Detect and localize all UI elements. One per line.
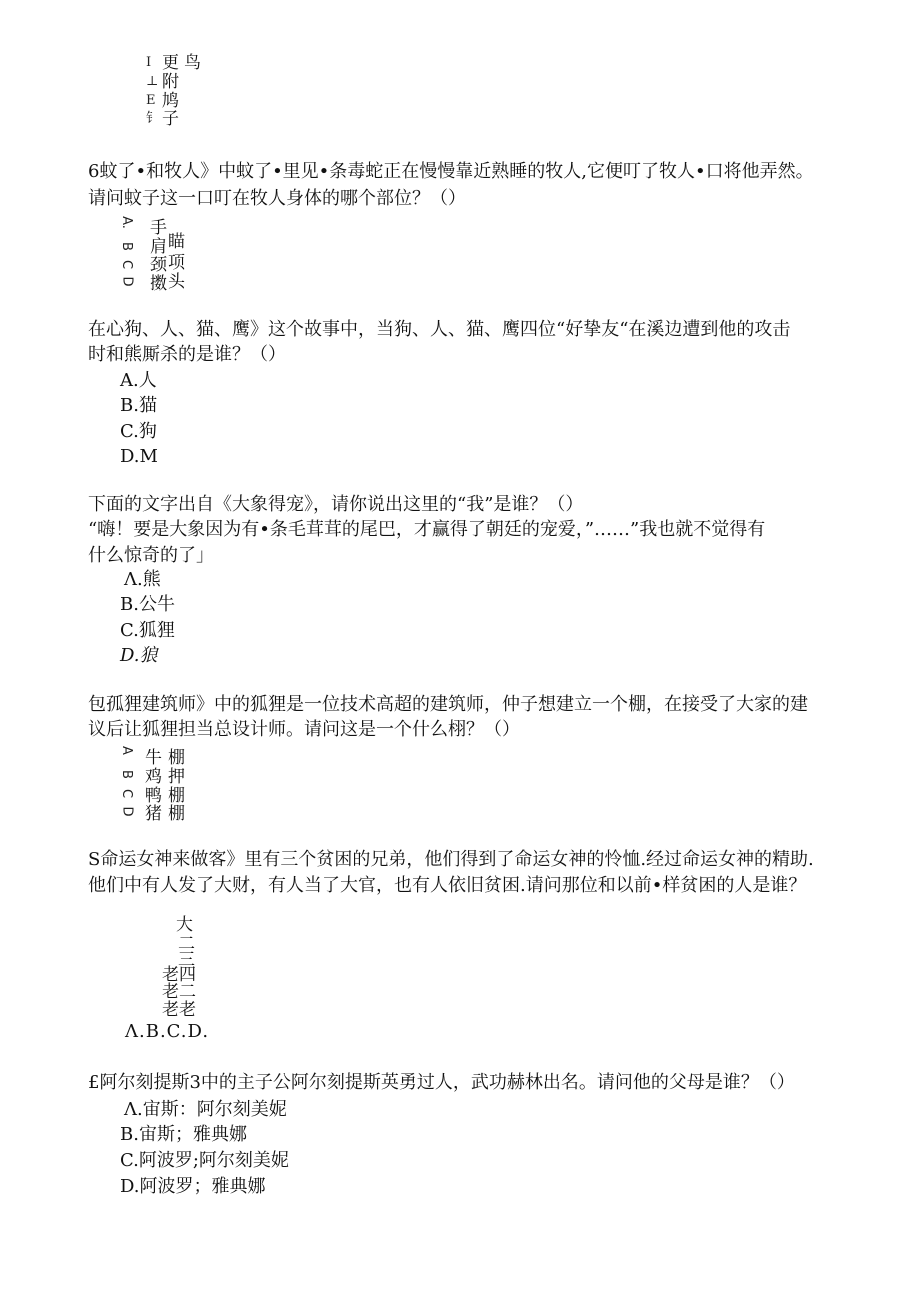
option-text: 棚	[168, 748, 185, 768]
question-text: 议后让狐狸担当总设计师。请问这是一个什么栩？（）	[88, 719, 520, 740]
question-text: 什么惊奇的了」	[88, 545, 214, 566]
question-text: S命运女神来做客》里有三个贫困的兄弟，他们得到了命运女神的怜恤.经过命运女神的精助.	[88, 849, 814, 870]
option-letter: C	[119, 788, 135, 799]
option-text: 猪	[145, 804, 162, 824]
option-text: 瞄	[168, 232, 185, 252]
question-text: 包孤狸建筑师》中的狐狸是一位技术高超的建筑师，仲子想建立一个棚，在接受了大家的建	[88, 694, 808, 715]
option-text: 头	[168, 272, 185, 292]
option-a: Λ.宙斯：阿尔刻美妮	[124, 1099, 287, 1120]
fragment-glyph: 钅	[146, 111, 160, 126]
option-letter: B	[118, 242, 134, 251]
option-letter: A	[118, 746, 134, 755]
option-text: 鸡	[145, 767, 162, 787]
question-text: 他们中有人发了大财，有人当了大官，也有人依旧贫困.请问那位和以前•样贫困的人是谁？	[88, 875, 807, 896]
fragment-glyph: ⊥	[146, 74, 159, 89]
fragment-option: 更	[162, 53, 179, 73]
option-d: D.狼	[120, 645, 158, 666]
fragment-option: 鸟	[184, 53, 201, 73]
question-text: 时和熊厮杀的是谁？（）	[88, 344, 286, 365]
question-text: 下面的文字出自《大象得宠》，请你说出这里的“我”是谁？（）	[88, 494, 584, 515]
option-text: 棚	[168, 786, 185, 806]
fragment-option: 鸠	[162, 91, 179, 111]
option-text: 押	[168, 767, 185, 787]
option-text: 棚	[168, 804, 185, 824]
option-c: C.狐狸	[120, 620, 175, 641]
fragment-option: 附	[162, 72, 179, 92]
option-letter: A.	[118, 216, 134, 229]
option-letter: C	[119, 259, 135, 270]
option-text: 肩	[150, 237, 167, 257]
question-text: 6蚊了•和牧人》中蚊了•里见•条毒蛇正在慢慢靠近熟睡的牧人,它便叮了牧人•口将他弄然。	[88, 161, 814, 182]
option-text: 颈	[150, 255, 167, 275]
option-a: Λ.熊	[124, 569, 161, 590]
option-b: B.公牛	[120, 594, 175, 615]
answer-fragment: 三	[178, 950, 195, 970]
option-text: 鸭	[145, 786, 162, 806]
option-text: 擞	[150, 274, 167, 294]
option-letter: B	[118, 770, 134, 779]
option-a: A.人	[120, 370, 157, 391]
option-d: D.阿波罗；雅典娜	[120, 1176, 266, 1197]
option-b: B.宙斯；雅典娜	[120, 1124, 247, 1145]
option-text: 手	[150, 218, 167, 238]
option-d: D.M	[120, 446, 158, 467]
option-c: C.狗	[120, 421, 157, 442]
answer-fragment: 老二	[162, 982, 196, 1002]
option-text: 项	[168, 253, 185, 273]
fragment-glyph: I	[146, 55, 152, 70]
answer-letters: Λ.B.C.D.	[125, 1021, 210, 1042]
answer-fragment: 老老	[162, 1000, 196, 1020]
fragment-option: 子	[162, 109, 179, 129]
question-text: 请问蚊子这一口叮在牧人身体的哪个部位？（）	[88, 188, 466, 209]
fragment-glyph: E	[146, 93, 156, 108]
option-text: 牛	[145, 748, 162, 768]
question-text: “嗨！要是大象因为有•条毛茸茸的尾巴，才赢得了朝廷的宠爱，”……”我也就不觉得有	[88, 519, 766, 540]
option-b: B.猫	[120, 395, 157, 416]
option-letter: D	[119, 276, 135, 287]
answer-fragment: 老四	[162, 965, 196, 985]
question-text: 在心狗、人、猫、鹰》这个故事中，当狗、人、猫、鹰四位“好挚友“在溪边遭到他的攻击	[88, 319, 791, 340]
answer-fragment: 二	[178, 934, 195, 954]
answer-fragment: 大	[176, 915, 193, 935]
question-text: £阿尔刻提斯3中的主子公阿尔刻提斯英勇过人，武功赫林出名。请问他的父母是谁？（）	[88, 1072, 795, 1093]
option-c: C.阿波罗;阿尔刻美妮	[120, 1150, 289, 1171]
option-letter: D	[119, 806, 135, 817]
